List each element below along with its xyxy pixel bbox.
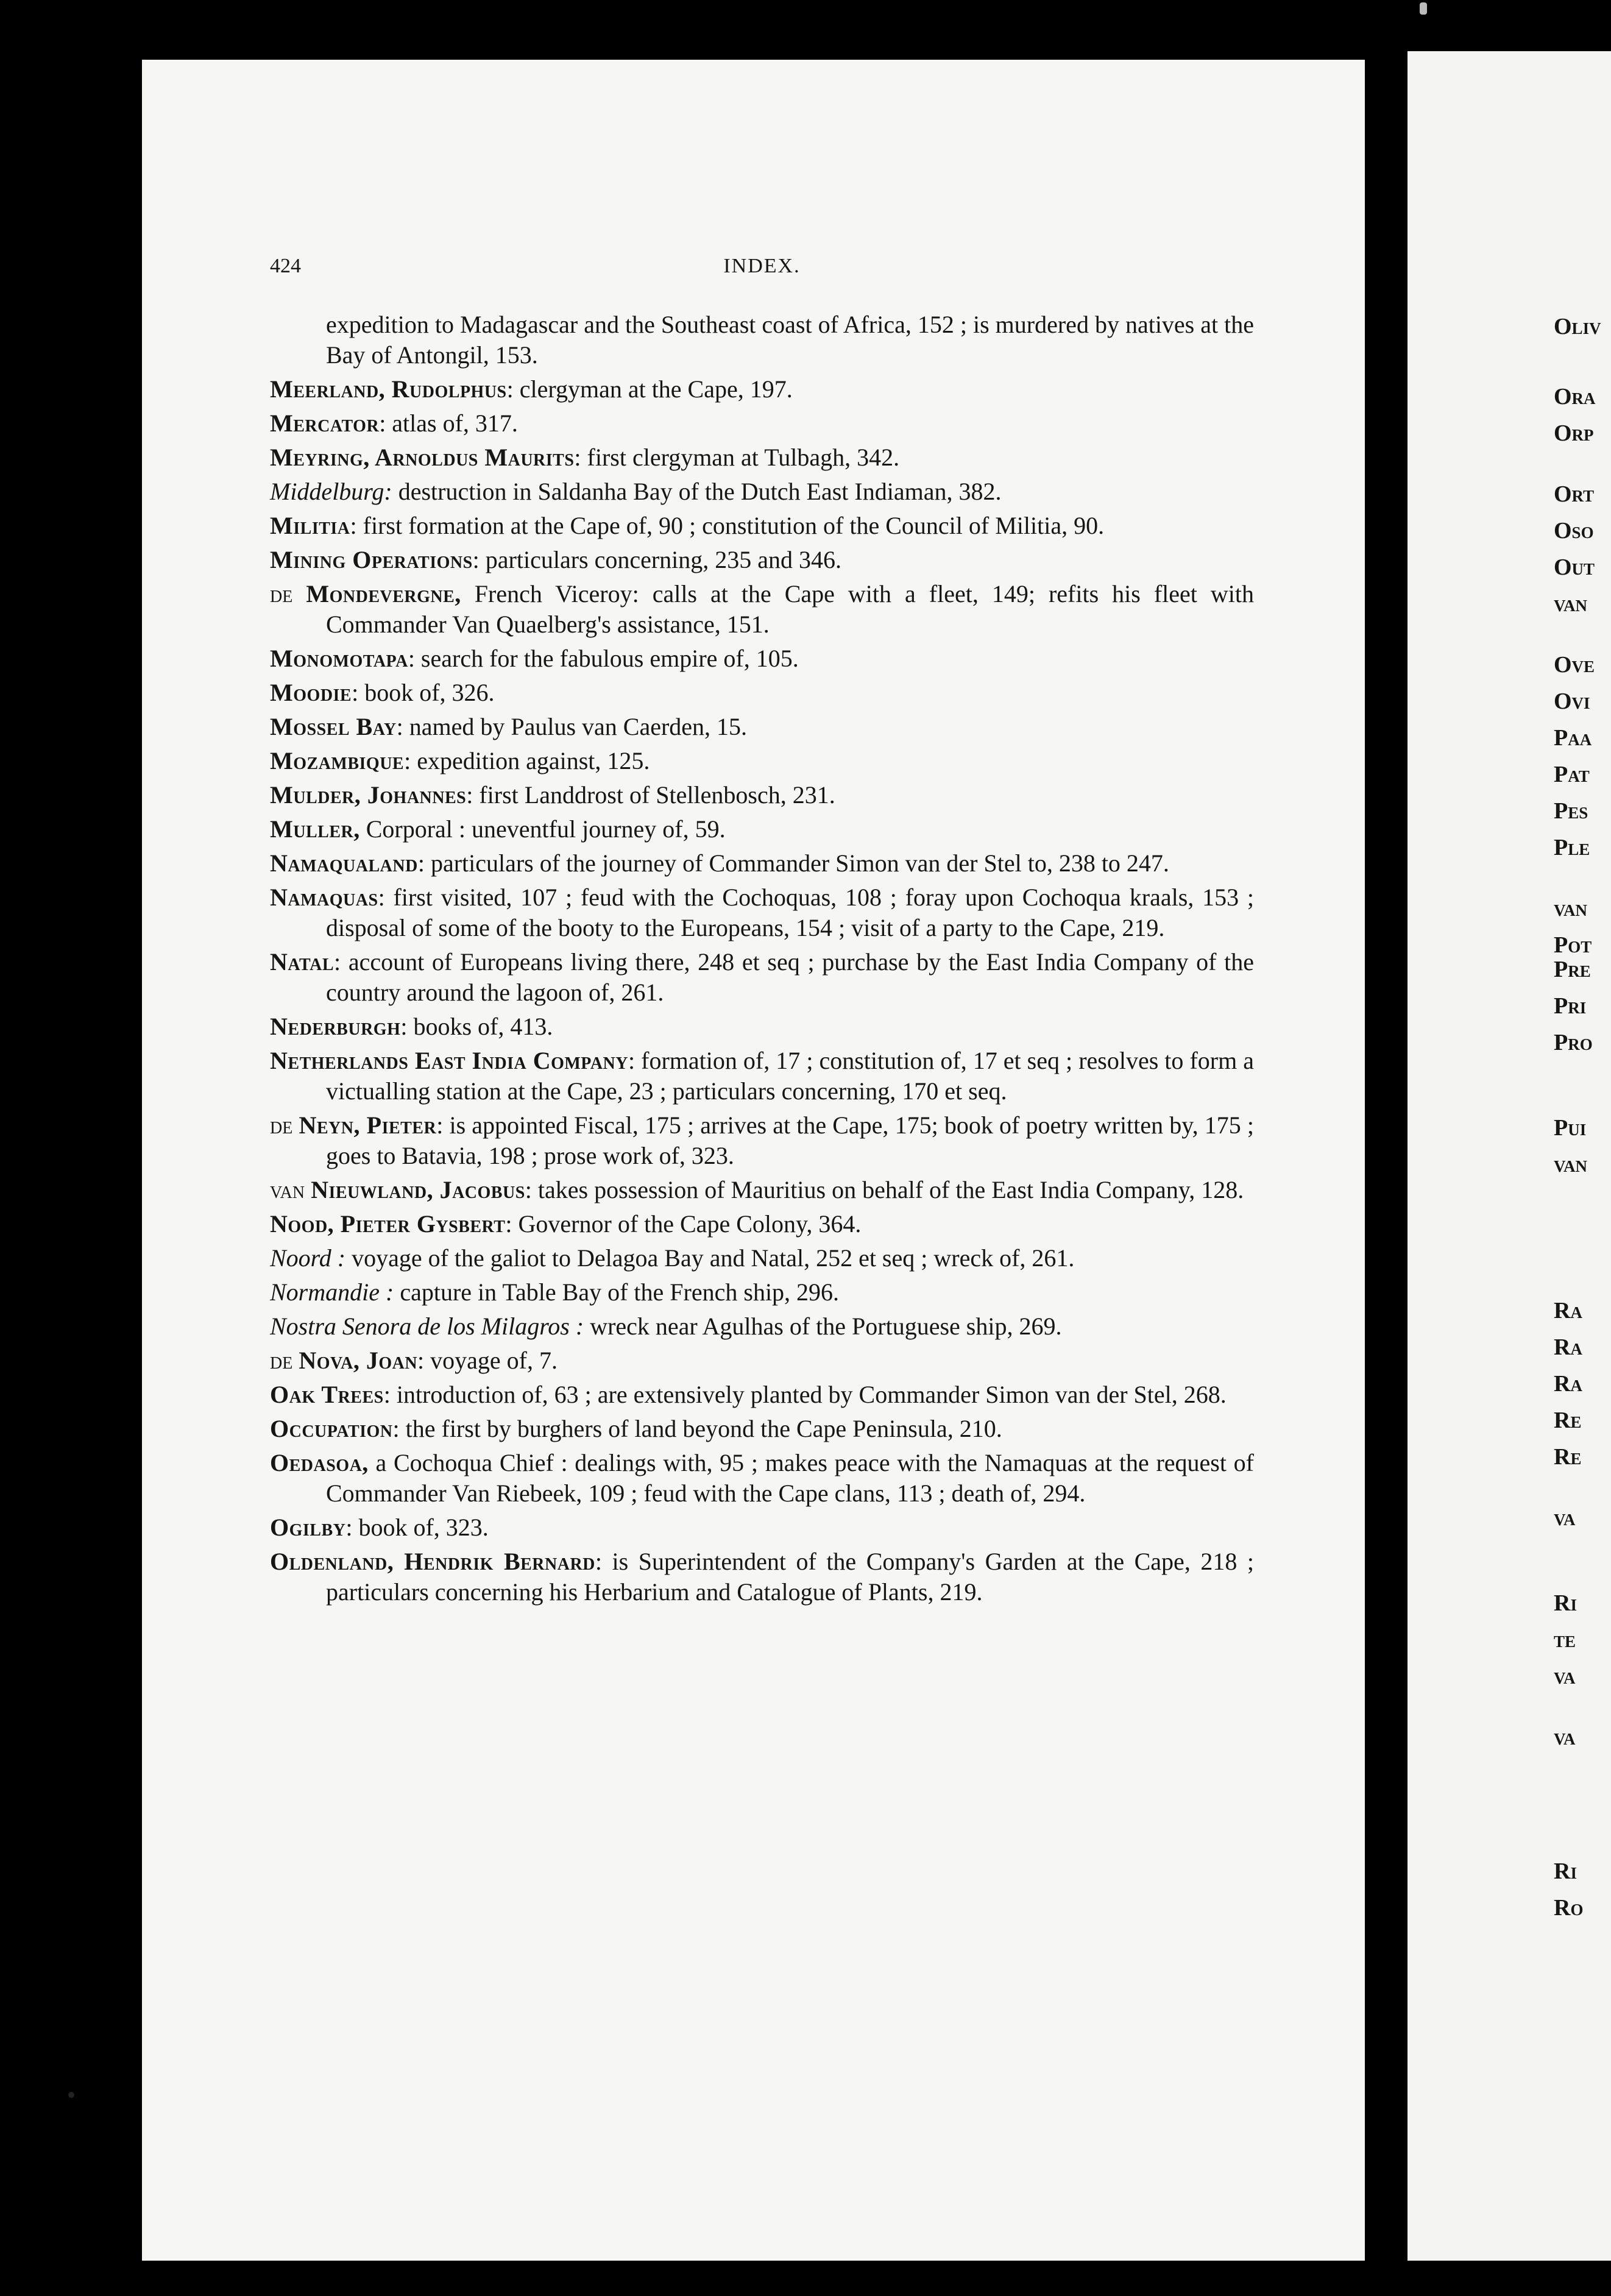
right-headword-fragment: Ora [1554,384,1596,409]
index-entry [270,1110,1254,1171]
index-entry [270,1311,1254,1342]
right-page-fragment [1407,51,1611,2261]
entry-heading: Monomotapa [270,645,408,672]
entry-text: Corporal : uneventful journey of, 59. [359,815,726,843]
entry-heading: Nova, Joan [299,1347,418,1374]
right-headword-fragment: Ove [1554,652,1595,678]
entry-text: : book of, 326. [352,679,495,706]
index-entry [270,1380,1254,1410]
entry-heading: Occupation [270,1415,393,1442]
right-headword-fragment: Pre [1554,957,1591,982]
right-headword-fragment: van [1554,591,1588,617]
right-headword-fragment: Ra [1554,1298,1582,1323]
right-headword-fragment: Pes [1554,798,1588,824]
entry-prefix: de [270,580,293,608]
entry-heading: Nostra Senora de los Milagros : [270,1313,584,1340]
entry-text: : Governor of the Cape Colony, 364. [505,1210,862,1238]
index-entry [270,814,1254,845]
index-entry [270,882,1254,943]
index-entry [270,408,1254,439]
entry-text: : is appointed Fiscal, 175 ; arrives at the Cape, 175; book of poetry written by, 175 ; goes to Batavia, 198 ; prose work of, 323. [326,1111,1255,1169]
entry-prefix: van [270,1176,305,1203]
entry-text: : book of, 323. [345,1514,489,1541]
entry-heading: Oedasoa, [270,1449,369,1476]
entry-heading: Normandie : [270,1278,394,1306]
right-headword-fragment: Out [1554,555,1595,580]
entry-text: : books of, 413. [400,1013,553,1040]
right-headword-fragment: Ro [1554,1895,1584,1921]
entry-heading: Natal [270,948,335,976]
right-headword-fragment: van [1554,896,1588,921]
running-head: INDEX. [723,255,801,277]
right-headword-fragment: Pro [1554,1030,1593,1055]
entry-heading: Oak Trees [270,1381,384,1408]
entry-heading: Namaqualand [270,849,418,877]
entry-heading: Neyn, Pieter [299,1111,437,1139]
index-entry [270,780,1254,810]
page-header [270,255,1254,291]
entry-heading: Mondevergne, [306,580,461,608]
left-page [142,60,1365,2261]
entry-text: : particulars concerning, 235 and 346. [472,546,842,573]
page-number: 424 [270,255,301,277]
entry-text: : introduction of, 63 ; are extensively planted by Commander Simon van der Stel, 268. [383,1381,1227,1408]
index-entry [270,712,1254,742]
index-entry [270,545,1254,575]
entry-heading: Noord : [270,1244,346,1272]
index-entry [270,442,1254,473]
right-headword-fragment: van [1554,1152,1588,1177]
right-headword-fragment: va [1554,1505,1576,1531]
entry-heading: Mining Operations [270,546,473,573]
entry-heading: Ogilby [270,1514,346,1541]
scan-dot [68,2092,74,2098]
entry-text: : particulars of the journey of Commander Simon van der Stel to, 238 to 247. [417,849,1169,877]
entry-text: : first clergyman at Tulbagh, 342. [574,444,900,471]
entry-text: a Cochoqua Chief : dealings with, 95 ; makes peace with the Namaquas at the request of Commander Van Riebeek, 109 ; feud with the Cape clans, 113 ; death of, 294. [326,1449,1254,1507]
entry-heading: Mozambique [270,747,405,774]
index-entry [270,1209,1254,1239]
index-entry [270,1345,1254,1376]
right-headword-fragment: Pui [1554,1115,1587,1141]
entry-text: : the first by burghers of land beyond the Cape Peninsula, 210. [392,1415,1002,1442]
right-headword-fragment: Oliv [1554,314,1601,339]
entry-heading: Moodie [270,679,352,706]
index-entries [270,310,1254,1611]
index-entry [270,1046,1254,1107]
index-entry [270,511,1254,541]
entry-heading: Mercator [270,409,380,437]
entry-heading: Netherlands East India Company [270,1047,628,1074]
entry-text: : clergyman at the Cape, 197. [506,375,793,403]
index-entry [270,678,1254,708]
entry-prefix: de [270,1347,293,1374]
right-headword-fragment: va [1554,1664,1576,1689]
index-entry [270,1414,1254,1444]
entry-heading: Nood, Pieter Gysbert [270,1210,506,1238]
entry-text: expedition to Madagascar and the Southeast coast of Africa, 152 ; is murdered by natives at the Bay of Antongil, 153. [326,311,1254,369]
entry-text: : search for the fabulous empire of, 105. [408,645,799,672]
scan-speck [1420,2,1427,15]
entry-text: : formation of, 17 ; constitution of, 17 et seq ; resolves to form a victualling station at the Cape, 23 ; particulars concerning, 170 et seq. [326,1047,1254,1105]
right-headword-fragment: Pri [1554,993,1587,1019]
index-entry [270,1012,1254,1042]
index-entry [270,1243,1254,1274]
index-entry [270,477,1254,507]
right-headword-fragment: Ovi [1554,689,1590,714]
right-headword-fragment: Ple [1554,835,1590,860]
entry-prefix: de [270,1111,293,1139]
right-headword-fragment: Paa [1554,725,1592,751]
entry-heading: Militia [270,512,350,539]
entry-heading: Meyring, Arnoldus Maurits [270,444,575,471]
entry-text: : first Landdrost of Stellenbosch, 231. [466,781,835,809]
entry-heading: Muller, [270,815,360,843]
entry-heading: Mulder, Johannes [270,781,467,809]
entry-heading: Mossel Bay [270,713,397,740]
right-headword-fragment: Pot [1554,932,1592,958]
entry-text: : named by Paulus van Caerden, 15. [396,713,748,740]
right-headword-fragment: Ort [1554,481,1595,507]
entry-text: : expedition against, 125. [404,747,650,774]
entry-text: : first formation at the Cape of, 90 ; constitution of the Council of Militia, 90. [350,512,1105,539]
entry-text: capture in Table Bay of the French ship, 296. [394,1278,840,1306]
entry-text: voyage of the galiot to Delagoa Bay and Natal, 252 et seq ; wreck of, 261. [345,1244,1075,1272]
index-entry [270,746,1254,776]
entry-text: destruction in Saldanha Bay of the Dutch East Indiaman, 382. [392,478,1002,505]
right-headword-fragment: Pat [1554,762,1590,787]
entry-heading: Middelburg: [270,478,392,505]
right-headword-fragment: Re [1554,1444,1582,1470]
index-entry [270,1175,1254,1205]
entry-text: : is Superintendent of the Company's Garden at the Cape, 218 ; particulars concerning his Herbarium and Catalogue of Plants, 219. [326,1548,1254,1606]
right-headword-fragment: Re [1554,1408,1582,1433]
entry-text: : account of Europeans living there, 248 et seq ; purchase by the East India Company of the country around the lagoon of, 261. [326,948,1254,1006]
index-entry [270,1547,1254,1607]
index-entry [270,643,1254,674]
entry-text: : voyage of, 7. [417,1347,558,1374]
entry-heading: Nieuwland, Jacobus [311,1176,525,1203]
index-entry [270,579,1254,640]
right-headword-fragment: Ri [1554,1590,1577,1616]
right-headword-fragment: Ri [1554,1858,1577,1884]
right-headword-fragment: Ra [1554,1371,1582,1397]
right-headword-fragment: Orp [1554,420,1594,446]
entry-heading: Oldenland, Hendrik Bernard [270,1548,595,1575]
right-headword-fragment: Ra [1554,1334,1582,1360]
entry-text: : first visited, 107 ; feud with the Cochoquas, 108 ; foray upon Cochoqua kraals, 153 ; disposal of some of the booty to the Europeans, 154 ; visit of a party to the Cape, 219. [326,884,1254,941]
entry-text: French Viceroy: calls at the Cape with a fleet, 149; refits his fleet with Commander Van Quaelberg's assistance, 151. [326,580,1255,638]
entry-text: wreck near Agulhas of the Portuguese ship, 269. [584,1313,1062,1340]
right-headword-fragment: va [1554,1724,1576,1750]
entry-heading: Namaquas [270,884,378,911]
right-headword-fragment: te [1554,1627,1576,1653]
index-entry [270,1512,1254,1543]
index-entry [270,947,1254,1008]
index-entry [270,1277,1254,1308]
index-entry [270,310,1254,370]
entry-heading: Nederburgh [270,1013,401,1040]
entry-heading: Meerland, Rudolphus [270,375,507,403]
entry-text: : atlas of, 317. [379,409,518,437]
entry-text: : takes possession of Mauritius on behalf of the East India Company, 128. [525,1176,1244,1203]
index-entry [270,374,1254,405]
index-entry [270,1448,1254,1509]
index-entry [270,848,1254,879]
right-headword-fragment: Oso [1554,518,1594,544]
